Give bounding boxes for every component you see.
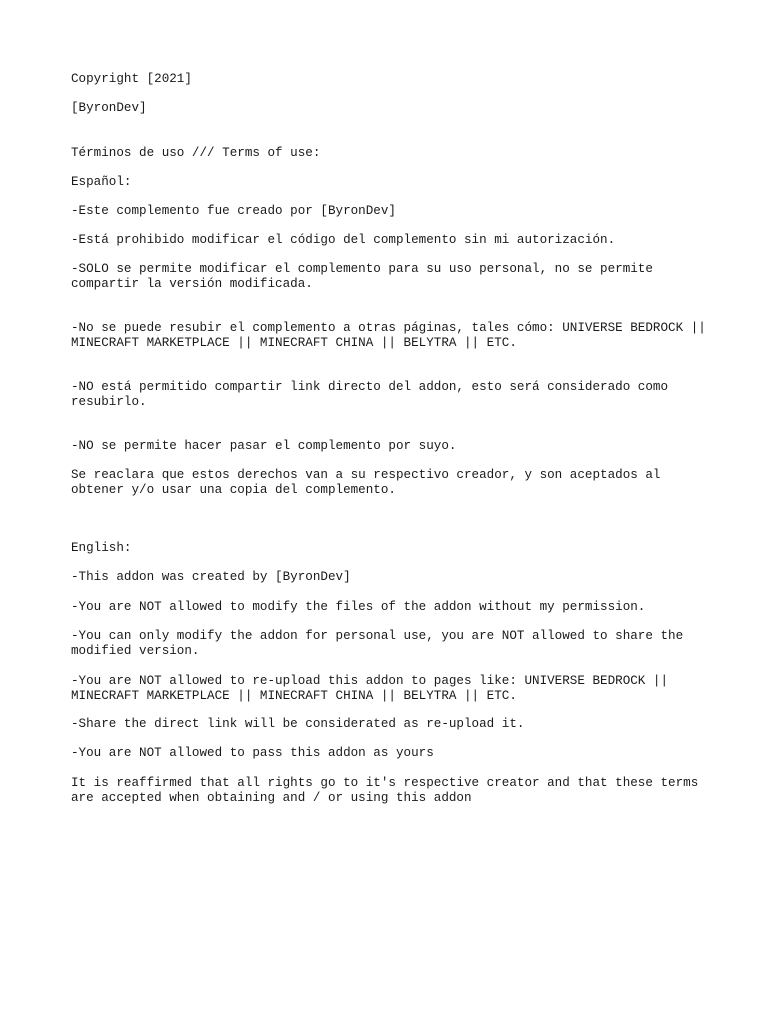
english-term-6: -You are NOT allowed to pass this addon as yours	[71, 746, 434, 760]
spanish-term-3: -SOLO se permite modificar el complemento para su uso personal, no se permite compartir la versión modificada.	[71, 262, 661, 291]
english-term-2: -You are NOT allowed to modify the files of the addon without my permission.	[71, 600, 646, 614]
terms-heading: Términos de uso /// Terms of use:	[71, 146, 321, 160]
english-term-5: -Share the direct link will be considerated as re-upload it.	[71, 717, 525, 731]
english-heading: English:	[71, 541, 132, 555]
author-line: [ByronDev]	[71, 101, 147, 115]
english-term-3: -You can only modify the addon for personal use, you are NOT allowed to share the modified version.	[71, 629, 691, 658]
copyright-line: Copyright [2021]	[71, 72, 192, 86]
english-term-4: -You are NOT allowed to re-upload this addon to pages like: UNIVERSE BEDROCK || MINECRAFT MARKETPLACE || MINECRAFT CHINA || BELYTRA || ETC.	[71, 674, 676, 703]
english-reaffirm: It is reaffirmed that all rights go to it's respective creator and that these terms are accepted when obtaining and / or using this addon	[71, 776, 706, 805]
spanish-term-5: -NO está permitido compartir link directo del addon, esto será considerado como resubirlo.	[71, 380, 676, 409]
spanish-term-2: -Está prohibido modificar el código del complemento sin mi autorización.	[71, 233, 616, 247]
spanish-term-6: -NO se permite hacer pasar el complemento por suyo.	[71, 439, 457, 453]
spanish-term-1: -Este complemento fue creado por [ByronDev]	[71, 204, 396, 218]
spanish-term-4: -No se puede resubir el complemento a otras páginas, tales cómo: UNIVERSE BEDROCK || MINECRAFT MARKETPLACE || MINECRAFT CHINA || BELYTRA || ETC.	[71, 321, 714, 350]
english-term-1: -This addon was created by [ByronDev]	[71, 570, 351, 584]
spanish-reaffirm: Se reaclara que estos derechos van a su respectivo creador, y son aceptados al obtener y/o usar una copia del complemento.	[71, 468, 669, 497]
spanish-heading: Español:	[71, 175, 132, 189]
